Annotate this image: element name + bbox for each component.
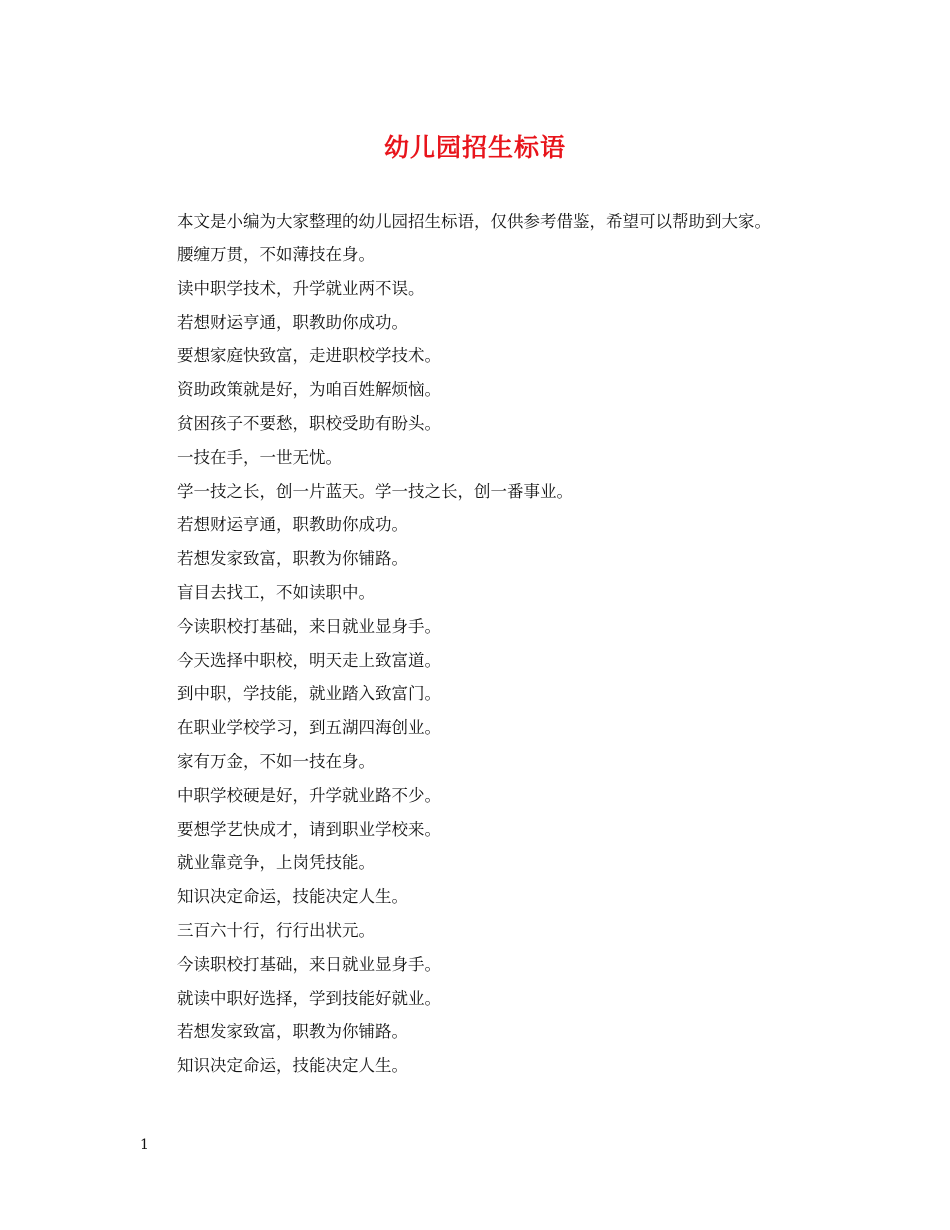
slogan-line: 要想学艺快成才，请到职业学校来。: [177, 819, 441, 839]
slogan-line: 若想财运亨通，职教助你成功。: [177, 312, 408, 332]
slogan-line: 资助政策就是好，为咱百姓解烦恼。: [177, 380, 441, 400]
slogan-line: 就读中职好选择，学到技能好就业。: [177, 988, 441, 1008]
slogan-line: 三百六十行，行行出状元。: [177, 920, 375, 940]
slogan-line: 知识决定命运，技能决定人生。: [177, 1056, 408, 1076]
slogan-line: 盲目去找工，不如读职中。: [177, 582, 375, 602]
slogan-line: 到中职，学技能，就业踏入致富门。: [177, 684, 441, 704]
slogan-line: 家有万金，不如一技在身。: [177, 751, 375, 771]
slogan-line: 中职学校硬是好，升学就业路不少。: [177, 785, 441, 805]
slogan-line: 腰缠万贯，不如薄技在身。: [177, 245, 375, 264]
slogan-line: 就业靠竞争，上岗凭技能。: [177, 853, 375, 873]
slogan-line: 今天选择中职校，明天走上致富道。: [177, 650, 441, 670]
slogan-line: 若想发家致富，职教为你铺路。: [177, 1022, 408, 1042]
page-number: 1: [140, 1137, 149, 1153]
slogan-line: 学一技之长，创一片蓝天。学一技之长，创一番事业。: [177, 481, 573, 501]
slogan-line: 读中职学技术，升学就业两不误。: [177, 278, 425, 298]
intro-paragraph: 本文是小编为大家整理的幼儿园招生标语，仅供参考借鉴，希望可以帮助到大家。: [177, 212, 771, 231]
slogan-line: 若想财运亨通，职教助你成功。: [177, 515, 408, 535]
slogan-line: 一技在手，一世无忧。: [177, 447, 342, 467]
slogan-line: 今读职校打基础，来日就业显身手。: [177, 954, 441, 974]
slogan-line: 知识决定命运，技能决定人生。: [177, 887, 408, 907]
slogan-line: 要想家庭快致富，走进职校学技术。: [177, 346, 441, 366]
slogan-line: 今读职校打基础，来日就业显身手。: [177, 616, 441, 636]
slogan-list: [140, 238, 820, 1083]
document-title: 幼儿园招生标语: [383, 133, 566, 162]
slogan-line: 若想发家致富，职教为你铺路。: [177, 549, 408, 569]
slogan-line: 贫困孩子不要愁，职校受助有盼头。: [177, 413, 441, 433]
slogan-line: 在职业学校学习，到五湖四海创业。: [177, 718, 441, 738]
document-body: [140, 205, 820, 1083]
